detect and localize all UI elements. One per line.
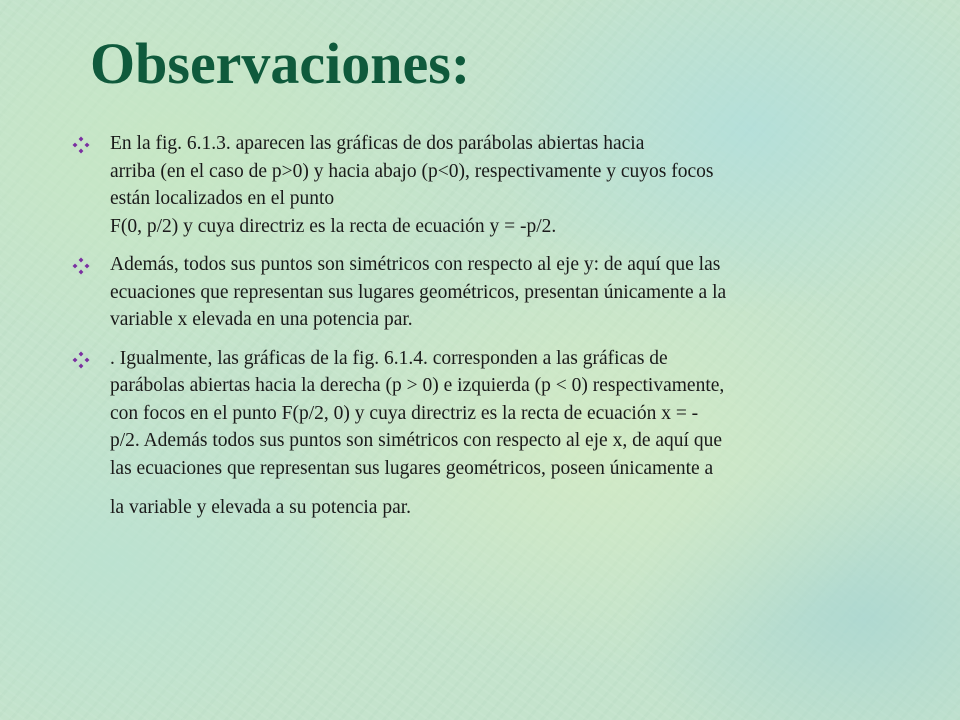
bullet-1-line-3: están localizados en el punto [110, 188, 335, 209]
bullet-2-line-2: ecuaciones que representan sus lugares geométricos, presentan únicamente a la [110, 281, 727, 303]
bullet-2-line-3: variable x elevada en una potencia par. [110, 309, 413, 330]
diamond-quad-bullet-icon [72, 136, 90, 154]
bullet-3-line-4: p/2. Además todos sus puntos son simétricos con respecto al eje x, de aquí que [110, 430, 722, 451]
bullet-1-line-2: arriba (en el caso de p>0) y hacia abajo (p<0), respectivamente y cuyos focos [110, 160, 714, 182]
bullet-item-2 [72, 251, 892, 334]
bullet-3-line-2: parábolas abiertas hacia la derecha (p > 0) e izquierda (p < 0) respectivamente, [110, 375, 725, 396]
bullet-2-line-1: Además, todos sus puntos son simétricos con respecto al eje y: de aquí que las [110, 254, 721, 275]
bullet-3-line-6: la variable y elevada a su potencia par. [110, 497, 412, 518]
diamond-quad-bullet-icon [72, 257, 90, 275]
observations-list [72, 130, 892, 533]
bullet-3-line-1: . Igualmente, las gráficas de la fig. 6.1.4. corresponden a las gráficas de [110, 347, 668, 369]
bullet-item-1 [72, 130, 892, 240]
bullet-3-line-3: con focos en el punto F(p/2, 0) y cuya directriz es la recta de ecuación x = - [110, 402, 699, 424]
bullet-item-3 [72, 345, 892, 522]
bullet-3-line-5: las ecuaciones que representan sus lugares geométricos, poseen únicamente a [110, 457, 714, 479]
diamond-quad-bullet-icon [72, 351, 90, 369]
slide-title: Observaciones: [90, 31, 471, 96]
bullet-1-line-4: F(0, p/2) y cuya directriz es la recta de ecuación y = -p/2. [110, 215, 557, 237]
bullet-1-line-1: En la fig. 6.1.3. aparecen las gráficas de dos parábolas abiertas hacia [110, 133, 645, 154]
